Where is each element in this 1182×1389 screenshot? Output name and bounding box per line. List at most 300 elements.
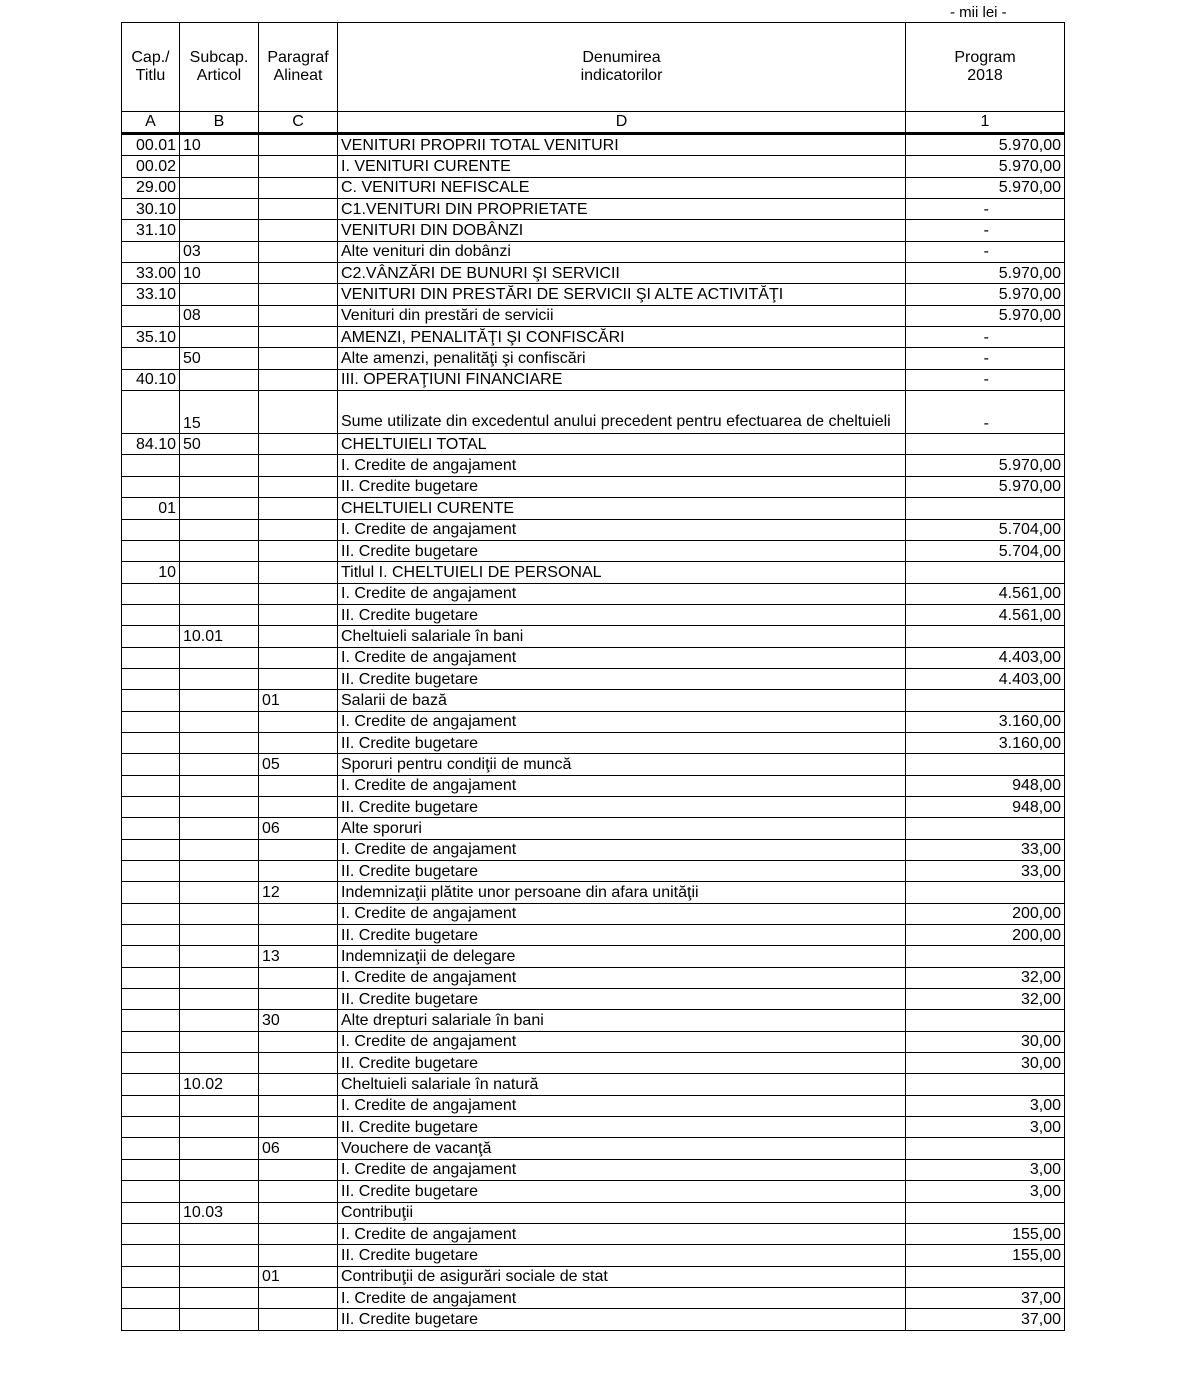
cell-paragraf-alineat: [259, 263, 338, 284]
table-row: [122, 1223, 1065, 1244]
cell-denumire: I. Credite de angajament: [338, 775, 906, 796]
cell-paragraf-alineat: [259, 861, 338, 882]
cell-program-value: 155,00: [906, 1223, 1065, 1244]
cell-cap-titlu: [122, 1245, 180, 1266]
cell-cap-titlu: [122, 1266, 180, 1287]
cell-program-value: 4.403,00: [906, 668, 1065, 689]
cell-paragraf-alineat: [259, 476, 338, 497]
table-row: [122, 626, 1065, 647]
table-row: [122, 327, 1065, 348]
cell-subcap-articol: [180, 199, 259, 220]
cell-denumire: Alte amenzi, penalităţi şi confiscări: [338, 348, 906, 369]
cell-paragraf-alineat: [259, 839, 338, 860]
cell-paragraf-alineat: [259, 305, 338, 326]
cell-cap-titlu: [122, 946, 180, 967]
cell-paragraf-alineat: 06: [259, 818, 338, 839]
table-row: [122, 604, 1065, 625]
letter-b: B: [180, 112, 259, 134]
cell-subcap-articol: [180, 1266, 259, 1287]
cell-program-value: 30,00: [906, 1053, 1065, 1074]
cell-cap-titlu: [122, 1181, 180, 1202]
cell-cap-titlu: 31.10: [122, 220, 180, 241]
table-row: [122, 156, 1065, 177]
cell-cap-titlu: [122, 796, 180, 817]
cell-paragraf-alineat: [259, 647, 338, 668]
cell-subcap-articol: [180, 796, 259, 817]
cell-denumire: VENITURI PROPRII TOTAL VENITURI: [338, 134, 906, 156]
cell-paragraf-alineat: 30: [259, 1010, 338, 1031]
cell-denumire: I. Credite de angajament: [338, 839, 906, 860]
cell-program-value: 3.160,00: [906, 711, 1065, 732]
cell-denumire: Contribuţii de asigurări sociale de stat: [338, 1266, 906, 1287]
cell-paragraf-alineat: [259, 1031, 338, 1052]
column-letters-row: [122, 112, 1065, 134]
cell-paragraf-alineat: [259, 369, 338, 390]
cell-denumire: I. Credite de angajament: [338, 583, 906, 604]
cell-subcap-articol: [180, 1159, 259, 1180]
table-row: [122, 519, 1065, 540]
cell-subcap-articol: [180, 754, 259, 775]
cell-denumire: Indemnizaţii plătite unor persoane din afara unităţii: [338, 882, 906, 903]
cell-denumire: Alte drepturi salariale în bani: [338, 1010, 906, 1031]
cell-denumire: II. Credite bugetare: [338, 540, 906, 561]
cell-cap-titlu: [122, 711, 180, 732]
cell-denumire: II. Credite bugetare: [338, 989, 906, 1010]
cell-subcap-articol: [180, 668, 259, 689]
cell-paragraf-alineat: [259, 1117, 338, 1138]
table-row: [122, 263, 1065, 284]
cell-cap-titlu: [122, 305, 180, 326]
cell-program-value: 5.970,00: [906, 134, 1065, 156]
letter-d: D: [338, 112, 906, 134]
cell-denumire: I. Credite de angajament: [338, 1223, 906, 1244]
cell-paragraf-alineat: [259, 1053, 338, 1074]
cell-program-value: 948,00: [906, 775, 1065, 796]
cell-subcap-articol: [180, 1010, 259, 1031]
cell-paragraf-alineat: [259, 967, 338, 988]
table-row: [122, 434, 1065, 455]
cell-program-value: [906, 626, 1065, 647]
cell-program-value: -: [906, 369, 1065, 390]
cell-program-value: [906, 690, 1065, 711]
cell-cap-titlu: [122, 540, 180, 561]
cell-paragraf-alineat: [259, 604, 338, 625]
cell-program-value: [906, 434, 1065, 455]
cell-program-value: 5.970,00: [906, 263, 1065, 284]
cell-subcap-articol: 10.01: [180, 626, 259, 647]
letter-1: 1: [906, 112, 1065, 134]
cell-paragraf-alineat: [259, 583, 338, 604]
cell-denumire: I. VENITURI CURENTE: [338, 156, 906, 177]
cell-subcap-articol: [180, 1095, 259, 1116]
cell-program-value: [906, 946, 1065, 967]
cell-subcap-articol: 50: [180, 348, 259, 369]
cell-program-value: 3,00: [906, 1159, 1065, 1180]
table-row: [122, 882, 1065, 903]
cell-paragraf-alineat: [259, 1095, 338, 1116]
cell-cap-titlu: [122, 818, 180, 839]
cell-cap-titlu: [122, 519, 180, 540]
cell-subcap-articol: [180, 498, 259, 519]
cell-denumire: I. Credite de angajament: [338, 647, 906, 668]
table-row: [122, 1266, 1065, 1287]
cell-paragraf-alineat: [259, 519, 338, 540]
cell-cap-titlu: 00.02: [122, 156, 180, 177]
cell-paragraf-alineat: [259, 711, 338, 732]
cell-program-value: [906, 498, 1065, 519]
table-row: [122, 711, 1065, 732]
table-row: [122, 754, 1065, 775]
cell-paragraf-alineat: [259, 732, 338, 753]
cell-paragraf-alineat: [259, 134, 338, 156]
cell-denumire: Alte venituri din dobânzi: [338, 241, 906, 262]
cell-program-value: 5.970,00: [906, 156, 1065, 177]
cell-cap-titlu: 33.00: [122, 263, 180, 284]
cell-denumire: Sporuri pentru condiţii de muncă: [338, 754, 906, 775]
cell-paragraf-alineat: [259, 626, 338, 647]
cell-paragraf-alineat: [259, 1287, 338, 1308]
cell-cap-titlu: 01: [122, 498, 180, 519]
table-row: [122, 177, 1065, 198]
table-row: [122, 1202, 1065, 1223]
cell-denumire: II. Credite bugetare: [338, 1309, 906, 1330]
cell-cap-titlu: [122, 1053, 180, 1074]
cell-subcap-articol: [180, 1053, 259, 1074]
cell-cap-titlu: 30.10: [122, 199, 180, 220]
cell-paragraf-alineat: [259, 1181, 338, 1202]
cell-paragraf-alineat: 01: [259, 1266, 338, 1287]
cell-denumire: II. Credite bugetare: [338, 1181, 906, 1202]
cell-paragraf-alineat: [259, 668, 338, 689]
cell-program-value: 4.561,00: [906, 583, 1065, 604]
cell-subcap-articol: 10: [180, 263, 259, 284]
cell-denumire: I. Credite de angajament: [338, 519, 906, 540]
table-row: [122, 1010, 1065, 1031]
cell-paragraf-alineat: [259, 989, 338, 1010]
cell-program-value: 5.970,00: [906, 284, 1065, 305]
cell-subcap-articol: 10.02: [180, 1074, 259, 1095]
cell-denumire: I. Credite de angajament: [338, 1159, 906, 1180]
cell-cap-titlu: [122, 1223, 180, 1244]
cell-paragraf-alineat: [259, 1202, 338, 1223]
cell-subcap-articol: [180, 925, 259, 946]
cell-program-value: [906, 1010, 1065, 1031]
table-row: [122, 241, 1065, 262]
cell-cap-titlu: [122, 903, 180, 924]
cell-subcap-articol: [180, 1309, 259, 1330]
cell-denumire: Venituri din prestări de servicii: [338, 305, 906, 326]
header-program: Program 2018: [906, 23, 1065, 112]
cell-denumire: II. Credite bugetare: [338, 1117, 906, 1138]
cell-cap-titlu: 35.10: [122, 327, 180, 348]
cell-paragraf-alineat: [259, 220, 338, 241]
table-row: [122, 369, 1065, 390]
cell-paragraf-alineat: [259, 241, 338, 262]
cell-paragraf-alineat: [259, 284, 338, 305]
table-row: [122, 1138, 1065, 1159]
header-cap-titlu: Cap./ Titlu: [122, 23, 180, 112]
cell-paragraf-alineat: [259, 434, 338, 455]
cell-subcap-articol: [180, 220, 259, 241]
cell-denumire: Vouchere de vacanţă: [338, 1138, 906, 1159]
cell-cap-titlu: [122, 391, 180, 434]
cell-subcap-articol: [180, 369, 259, 390]
cell-cap-titlu: [122, 476, 180, 497]
cell-subcap-articol: [180, 476, 259, 497]
cell-denumire: AMENZI, PENALITĂŢI ŞI CONFISCĂRI: [338, 327, 906, 348]
cell-program-value: -: [906, 348, 1065, 369]
cell-program-value: [906, 562, 1065, 583]
cell-subcap-articol: [180, 690, 259, 711]
table-row: [122, 1309, 1065, 1330]
cell-program-value: [906, 754, 1065, 775]
table-row: [122, 391, 1065, 434]
cell-subcap-articol: [180, 1287, 259, 1308]
table-row: [122, 839, 1065, 860]
cell-cap-titlu: [122, 583, 180, 604]
cell-paragraf-alineat: [259, 498, 338, 519]
cell-subcap-articol: [180, 604, 259, 625]
cell-subcap-articol: [180, 540, 259, 561]
cell-cap-titlu: [122, 839, 180, 860]
cell-program-value: 5.704,00: [906, 519, 1065, 540]
cell-program-value: [906, 818, 1065, 839]
cell-subcap-articol: [180, 284, 259, 305]
table-row: [122, 925, 1065, 946]
cell-program-value: [906, 882, 1065, 903]
cell-subcap-articol: 50: [180, 434, 259, 455]
cell-subcap-articol: [180, 1181, 259, 1202]
cell-program-value: 33,00: [906, 861, 1065, 882]
letter-c: C: [259, 112, 338, 134]
table-row: [122, 861, 1065, 882]
cell-program-value: -: [906, 220, 1065, 241]
cell-paragraf-alineat: [259, 1245, 338, 1266]
cell-subcap-articol: [180, 583, 259, 604]
cell-cap-titlu: [122, 690, 180, 711]
cell-cap-titlu: [122, 647, 180, 668]
cell-paragraf-alineat: [259, 199, 338, 220]
cell-program-value: 155,00: [906, 1245, 1065, 1266]
cell-subcap-articol: [180, 861, 259, 882]
cell-paragraf-alineat: [259, 540, 338, 561]
cell-subcap-articol: [180, 156, 259, 177]
cell-cap-titlu: [122, 1309, 180, 1330]
cell-cap-titlu: [122, 1159, 180, 1180]
cell-subcap-articol: [180, 711, 259, 732]
cell-program-value: 5.970,00: [906, 305, 1065, 326]
table-row: [122, 562, 1065, 583]
cell-denumire: VENITURI DIN DOBÂNZI: [338, 220, 906, 241]
cell-denumire: II. Credite bugetare: [338, 732, 906, 753]
cell-program-value: 37,00: [906, 1287, 1065, 1308]
cell-paragraf-alineat: [259, 156, 338, 177]
table-row: [122, 732, 1065, 753]
table-row: [122, 775, 1065, 796]
table-row: [122, 1159, 1065, 1180]
cell-paragraf-alineat: [259, 391, 338, 434]
cell-paragraf-alineat: 06: [259, 1138, 338, 1159]
cell-denumire: Salarii de bază: [338, 690, 906, 711]
cell-subcap-articol: [180, 946, 259, 967]
table-row: [122, 199, 1065, 220]
cell-program-value: 5.970,00: [906, 455, 1065, 476]
table-row: [122, 668, 1065, 689]
cell-denumire: I. Credite de angajament: [338, 903, 906, 924]
cell-subcap-articol: [180, 519, 259, 540]
table-row: [122, 134, 1065, 156]
cell-denumire: II. Credite bugetare: [338, 861, 906, 882]
cell-cap-titlu: [122, 754, 180, 775]
cell-paragraf-alineat: [259, 1223, 338, 1244]
cell-subcap-articol: [180, 903, 259, 924]
table-row: [122, 1053, 1065, 1074]
cell-subcap-articol: [180, 989, 259, 1010]
cell-paragraf-alineat: [259, 925, 338, 946]
cell-program-value: 3,00: [906, 1117, 1065, 1138]
table-row: [122, 1181, 1065, 1202]
cell-subcap-articol: [180, 562, 259, 583]
cell-cap-titlu: [122, 1095, 180, 1116]
cell-subcap-articol: 10: [180, 134, 259, 156]
cell-paragraf-alineat: 12: [259, 882, 338, 903]
cell-cap-titlu: [122, 604, 180, 625]
cell-denumire: C2.VÂNZĂRI DE BUNURI ŞI SERVICII: [338, 263, 906, 284]
table-row: [122, 1287, 1065, 1308]
cell-subcap-articol: [180, 1138, 259, 1159]
cell-program-value: 5.970,00: [906, 177, 1065, 198]
cell-program-value: -: [906, 199, 1065, 220]
cell-denumire: I. Credite de angajament: [338, 711, 906, 732]
cell-cap-titlu: 29.00: [122, 177, 180, 198]
table-row: [122, 220, 1065, 241]
cell-cap-titlu: [122, 989, 180, 1010]
table-row: [122, 1074, 1065, 1095]
cell-paragraf-alineat: [259, 177, 338, 198]
table-row: [122, 540, 1065, 561]
cell-denumire: Cheltuieli salariale în natură: [338, 1074, 906, 1095]
cell-cap-titlu: [122, 861, 180, 882]
cell-program-value: 5.970,00: [906, 476, 1065, 497]
budget-table: [121, 22, 1065, 1331]
cell-paragraf-alineat: [259, 327, 338, 348]
table-row: [122, 647, 1065, 668]
cell-denumire: II. Credite bugetare: [338, 604, 906, 625]
table-row: [122, 946, 1065, 967]
cell-subcap-articol: [180, 1245, 259, 1266]
cell-subcap-articol: [180, 1117, 259, 1138]
table-row: [122, 284, 1065, 305]
cell-program-value: 32,00: [906, 967, 1065, 988]
cell-cap-titlu: [122, 967, 180, 988]
cell-program-value: 4.561,00: [906, 604, 1065, 625]
header-subcap-articol: Subcap. Articol: [180, 23, 259, 112]
cell-denumire: Alte sporuri: [338, 818, 906, 839]
cell-subcap-articol: 15: [180, 391, 259, 434]
table-row: [122, 690, 1065, 711]
cell-paragraf-alineat: 01: [259, 690, 338, 711]
cell-denumire: II. Credite bugetare: [338, 925, 906, 946]
table-row: [122, 967, 1065, 988]
cell-cap-titlu: 10: [122, 562, 180, 583]
cell-subcap-articol: 08: [180, 305, 259, 326]
cell-cap-titlu: 84.10: [122, 434, 180, 455]
cell-paragraf-alineat: [259, 348, 338, 369]
table-row: [122, 903, 1065, 924]
cell-program-value: 200,00: [906, 903, 1065, 924]
table-row: [122, 498, 1065, 519]
cell-cap-titlu: [122, 1010, 180, 1031]
cell-subcap-articol: [180, 327, 259, 348]
table-row: [122, 1031, 1065, 1052]
cell-program-value: 33,00: [906, 839, 1065, 860]
cell-subcap-articol: [180, 1223, 259, 1244]
cell-denumire: I. Credite de angajament: [338, 455, 906, 476]
cell-denumire: CHELTUIELI CURENTE: [338, 498, 906, 519]
cell-cap-titlu: [122, 455, 180, 476]
table-row: [122, 476, 1065, 497]
cell-program-value: 3,00: [906, 1095, 1065, 1116]
table-row: [122, 1117, 1065, 1138]
table-row: [122, 455, 1065, 476]
cell-paragraf-alineat: [259, 455, 338, 476]
cell-subcap-articol: [180, 177, 259, 198]
table-row: [122, 1095, 1065, 1116]
cell-cap-titlu: [122, 1031, 180, 1052]
cell-cap-titlu: [122, 348, 180, 369]
cell-subcap-articol: 03: [180, 241, 259, 262]
cell-subcap-articol: [180, 839, 259, 860]
cell-paragraf-alineat: [259, 903, 338, 924]
cell-program-value: -: [906, 391, 1065, 434]
cell-subcap-articol: [180, 1031, 259, 1052]
header-row: [122, 23, 1065, 112]
cell-program-value: [906, 1138, 1065, 1159]
cell-paragraf-alineat: [259, 1159, 338, 1180]
cell-program-value: [906, 1074, 1065, 1095]
table-row: [122, 348, 1065, 369]
cell-denumire: II. Credite bugetare: [338, 476, 906, 497]
unit-label: - mii lei -: [950, 4, 1007, 21]
cell-denumire: II. Credite bugetare: [338, 668, 906, 689]
cell-denumire: Indemnizaţii de delegare: [338, 946, 906, 967]
table-row: [122, 305, 1065, 326]
cell-denumire: III. OPERAŢIUNI FINANCIARE: [338, 369, 906, 390]
cell-denumire: I. Credite de angajament: [338, 1031, 906, 1052]
cell-cap-titlu: [122, 1074, 180, 1095]
cell-cap-titlu: [122, 732, 180, 753]
cell-subcap-articol: 10.03: [180, 1202, 259, 1223]
cell-cap-titlu: [122, 241, 180, 262]
cell-paragraf-alineat: [259, 1074, 338, 1095]
cell-subcap-articol: [180, 455, 259, 476]
cell-denumire: I. Credite de angajament: [338, 1095, 906, 1116]
cell-denumire: I. Credite de angajament: [338, 1287, 906, 1308]
cell-denumire: II. Credite bugetare: [338, 1053, 906, 1074]
cell-cap-titlu: [122, 925, 180, 946]
cell-cap-titlu: [122, 882, 180, 903]
table-row: [122, 989, 1065, 1010]
cell-program-value: [906, 1202, 1065, 1223]
cell-denumire: II. Credite bugetare: [338, 1245, 906, 1266]
cell-subcap-articol: [180, 775, 259, 796]
cell-cap-titlu: [122, 1202, 180, 1223]
cell-program-value: 32,00: [906, 989, 1065, 1010]
cell-program-value: 30,00: [906, 1031, 1065, 1052]
header-denumirea: Denumirea indicatorilor: [338, 23, 906, 112]
cell-paragraf-alineat: [259, 562, 338, 583]
header-paragraf-alineat: Paragraf Alineat: [259, 23, 338, 112]
